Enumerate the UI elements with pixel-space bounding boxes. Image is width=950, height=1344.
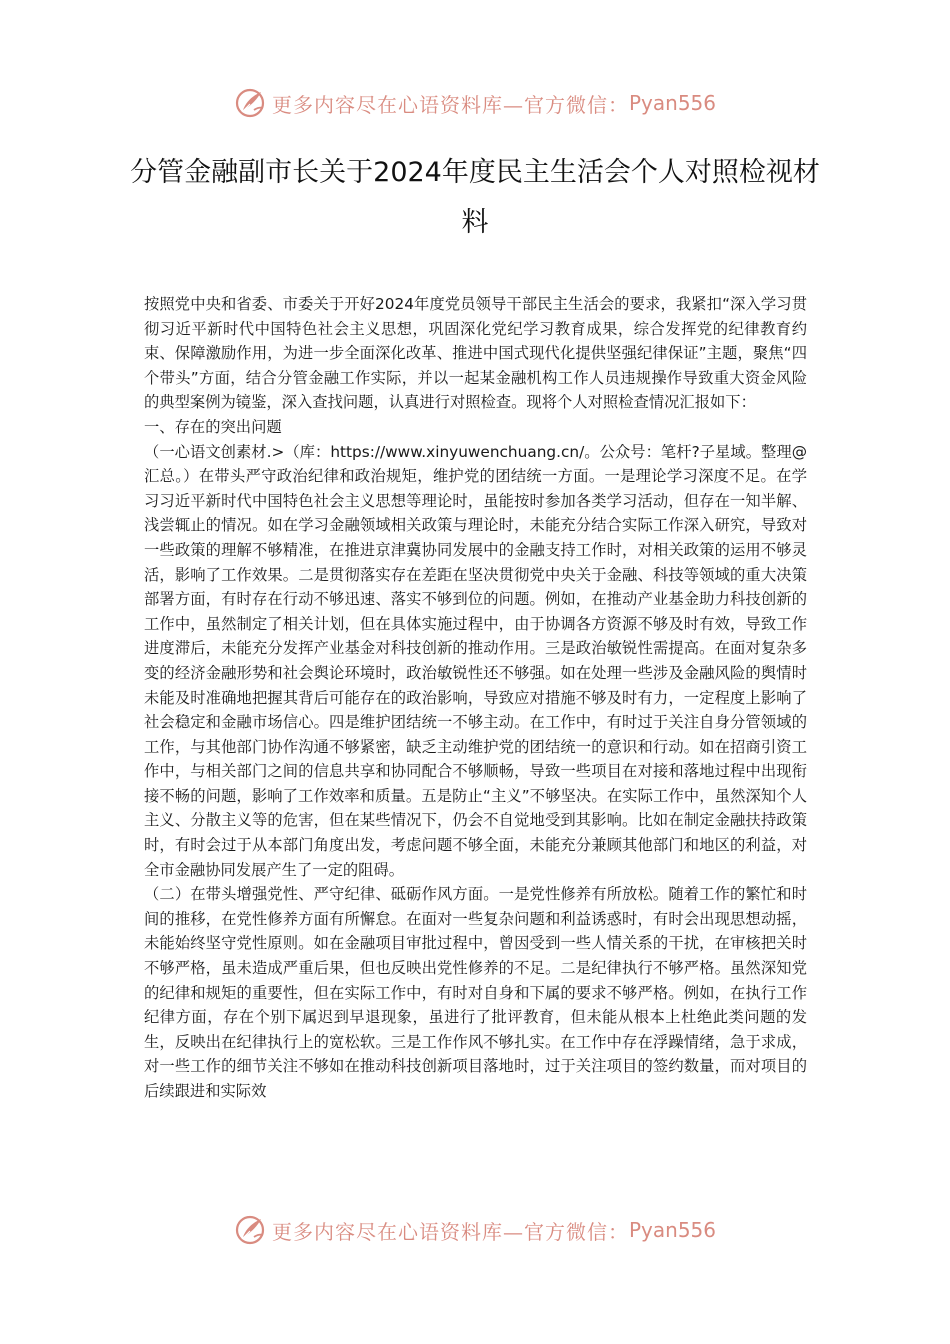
quill-logo-icon	[234, 1213, 268, 1247]
intro-paragraph: 按照党中央和省委、市委关于开好2024年度党员领导干部民主生活会的要求，我紧扣“深入学习贯彻习近平新时代中国特色社会主义思想，巩固深化党纪学习教育成果，综合发挥党的纪律教育约束、保障激励作用，为进一步全面深化改革、推进中国式现代化提供坚强纪律保证”主题，聚焦“四个带头”方面，结合分管金融工作实际，并以一起某金融机构工作人员违规操作导致重大资金风险的典型案例为镜鉴，深入查找问题，认真进行对照检查。现将个人对照检查情况汇报如下：	[144, 295, 807, 412]
watermark-handle: Pyan556	[628, 1218, 716, 1242]
section-heading: 一、存在的突出问题	[144, 417, 282, 436]
watermark-footer	[0, 1210, 950, 1250]
body-paragraph-1: （一心语文创素材.>（库：https://www.xinyuwenchuang.cn/。公众号：笔杆?子星域。整理@汇总。）在带头严守政治纪律和政治规矩，维护党的团结统一方面。一是理论学习深度不足。在学习习近平新时代中国特色社会主义思想等理论时，虽能按时参加各类学习活动，但存在一知半解、浅尝辄止的情况。如在学习金融领域相关政策与理论时，未能充分结合实际工作深入研究，导致对一些政策的理解不够精准，在推进京津冀协同发展中的金融支持工作时，对相关政策的运用不够灵活，影响了工作效果。二是贯彻落实存在差距在坚决贯彻党中央关于金融、科技等领域的重大决策部署方面，有时存在行动不够迅速、落实不够到位的问题。例如，在推动产业基金助力科技创新的工作中，虽然制定了相关计划，但在具体实施过程中，由于协调各方资源不够及时有效，导致工作进度滞后，未能充分发挥产业基金对科技创新的推动作用。三是政治敏锐性需提高。在面对复杂多变的经济金融形势和社会舆论环境时，政治敏锐性还不够强。如在处理一些涉及金融风险的舆情时未能及时准确地把握其背后可能存在的政治影响，导致应对措施不够及时有力，一定程度上影响了社会稳定和金融市场信心。四是维护团结统一不够主动。在工作中，有时过于关注自身分管领域的工作，与其他部门协作沟通不够紧密，缺乏主动维护党的团结统一的意识和行动。如在招商引资工作中，与相关部门之间的信息共享和协同配合不够顺畅，导致一些项目在对接和落地过程中出现衔接不畅的问题，影响了工作效率和质量。五是防止“主义”不够坚决。在实际工作中，虽然深知个人主义、分散主义等的危害，但在某些情况下，仍会不自觉地受到其影响。比如在制定金融扶持政策时，有时会过于从本部门角度出发，考虑问题不够全面，未能充分兼顾其他部门和地区的利益，对全市金融协同发展产生了一定的阻碍。	[144, 442, 807, 879]
watermark-header	[0, 83, 950, 123]
watermark-text: 更多内容尽在心语资料库—官方微信：	[271, 1219, 629, 1244]
watermark-text: 更多内容尽在心语资料库—官方微信：	[271, 92, 629, 117]
document-title: 分管金融副市长关于2024年度民主生活会个人对照检视材料	[130, 157, 820, 238]
watermark-handle: Pyan556	[628, 91, 716, 115]
body-paragraph-2: （二）在带头增强党性、严守纪律、砥砺作风方面。一是党性修养有所放松。随着工作的繁忙和时间的推移，在党性修养方面有所懈怠。在面对一些复杂问题和利益诱惑时，有时会出现思想动摇，未能始终坚守党性原则。如在金融项目审批过程中，曾因受到一些人情关系的干扰，在审核把关时不够严格，虽未造成严重后果，但也反映出党性修养的不足。二是纪律执行不够严格。虽然深知党的纪律和规矩的重要性，但在实际工作中，有时对自身和下属的要求不够严格。例如，在执行工作纪律方面，存在个别下属迟到早退现象，虽进行了批评教育，但未能从根本上杜绝此类问题的发生，反映出在纪律执行上的宽松软。三是工作作风不够扎实。在工作中存在浮躁情绪，急于求成，对一些工作的细节关注不够如在推动科技创新项目落地时，过于关注项目的签约数量，而对项目的后续跟进和实际效	[144, 885, 807, 1100]
quill-logo-icon	[234, 86, 268, 120]
document-body	[144, 292, 807, 1104]
